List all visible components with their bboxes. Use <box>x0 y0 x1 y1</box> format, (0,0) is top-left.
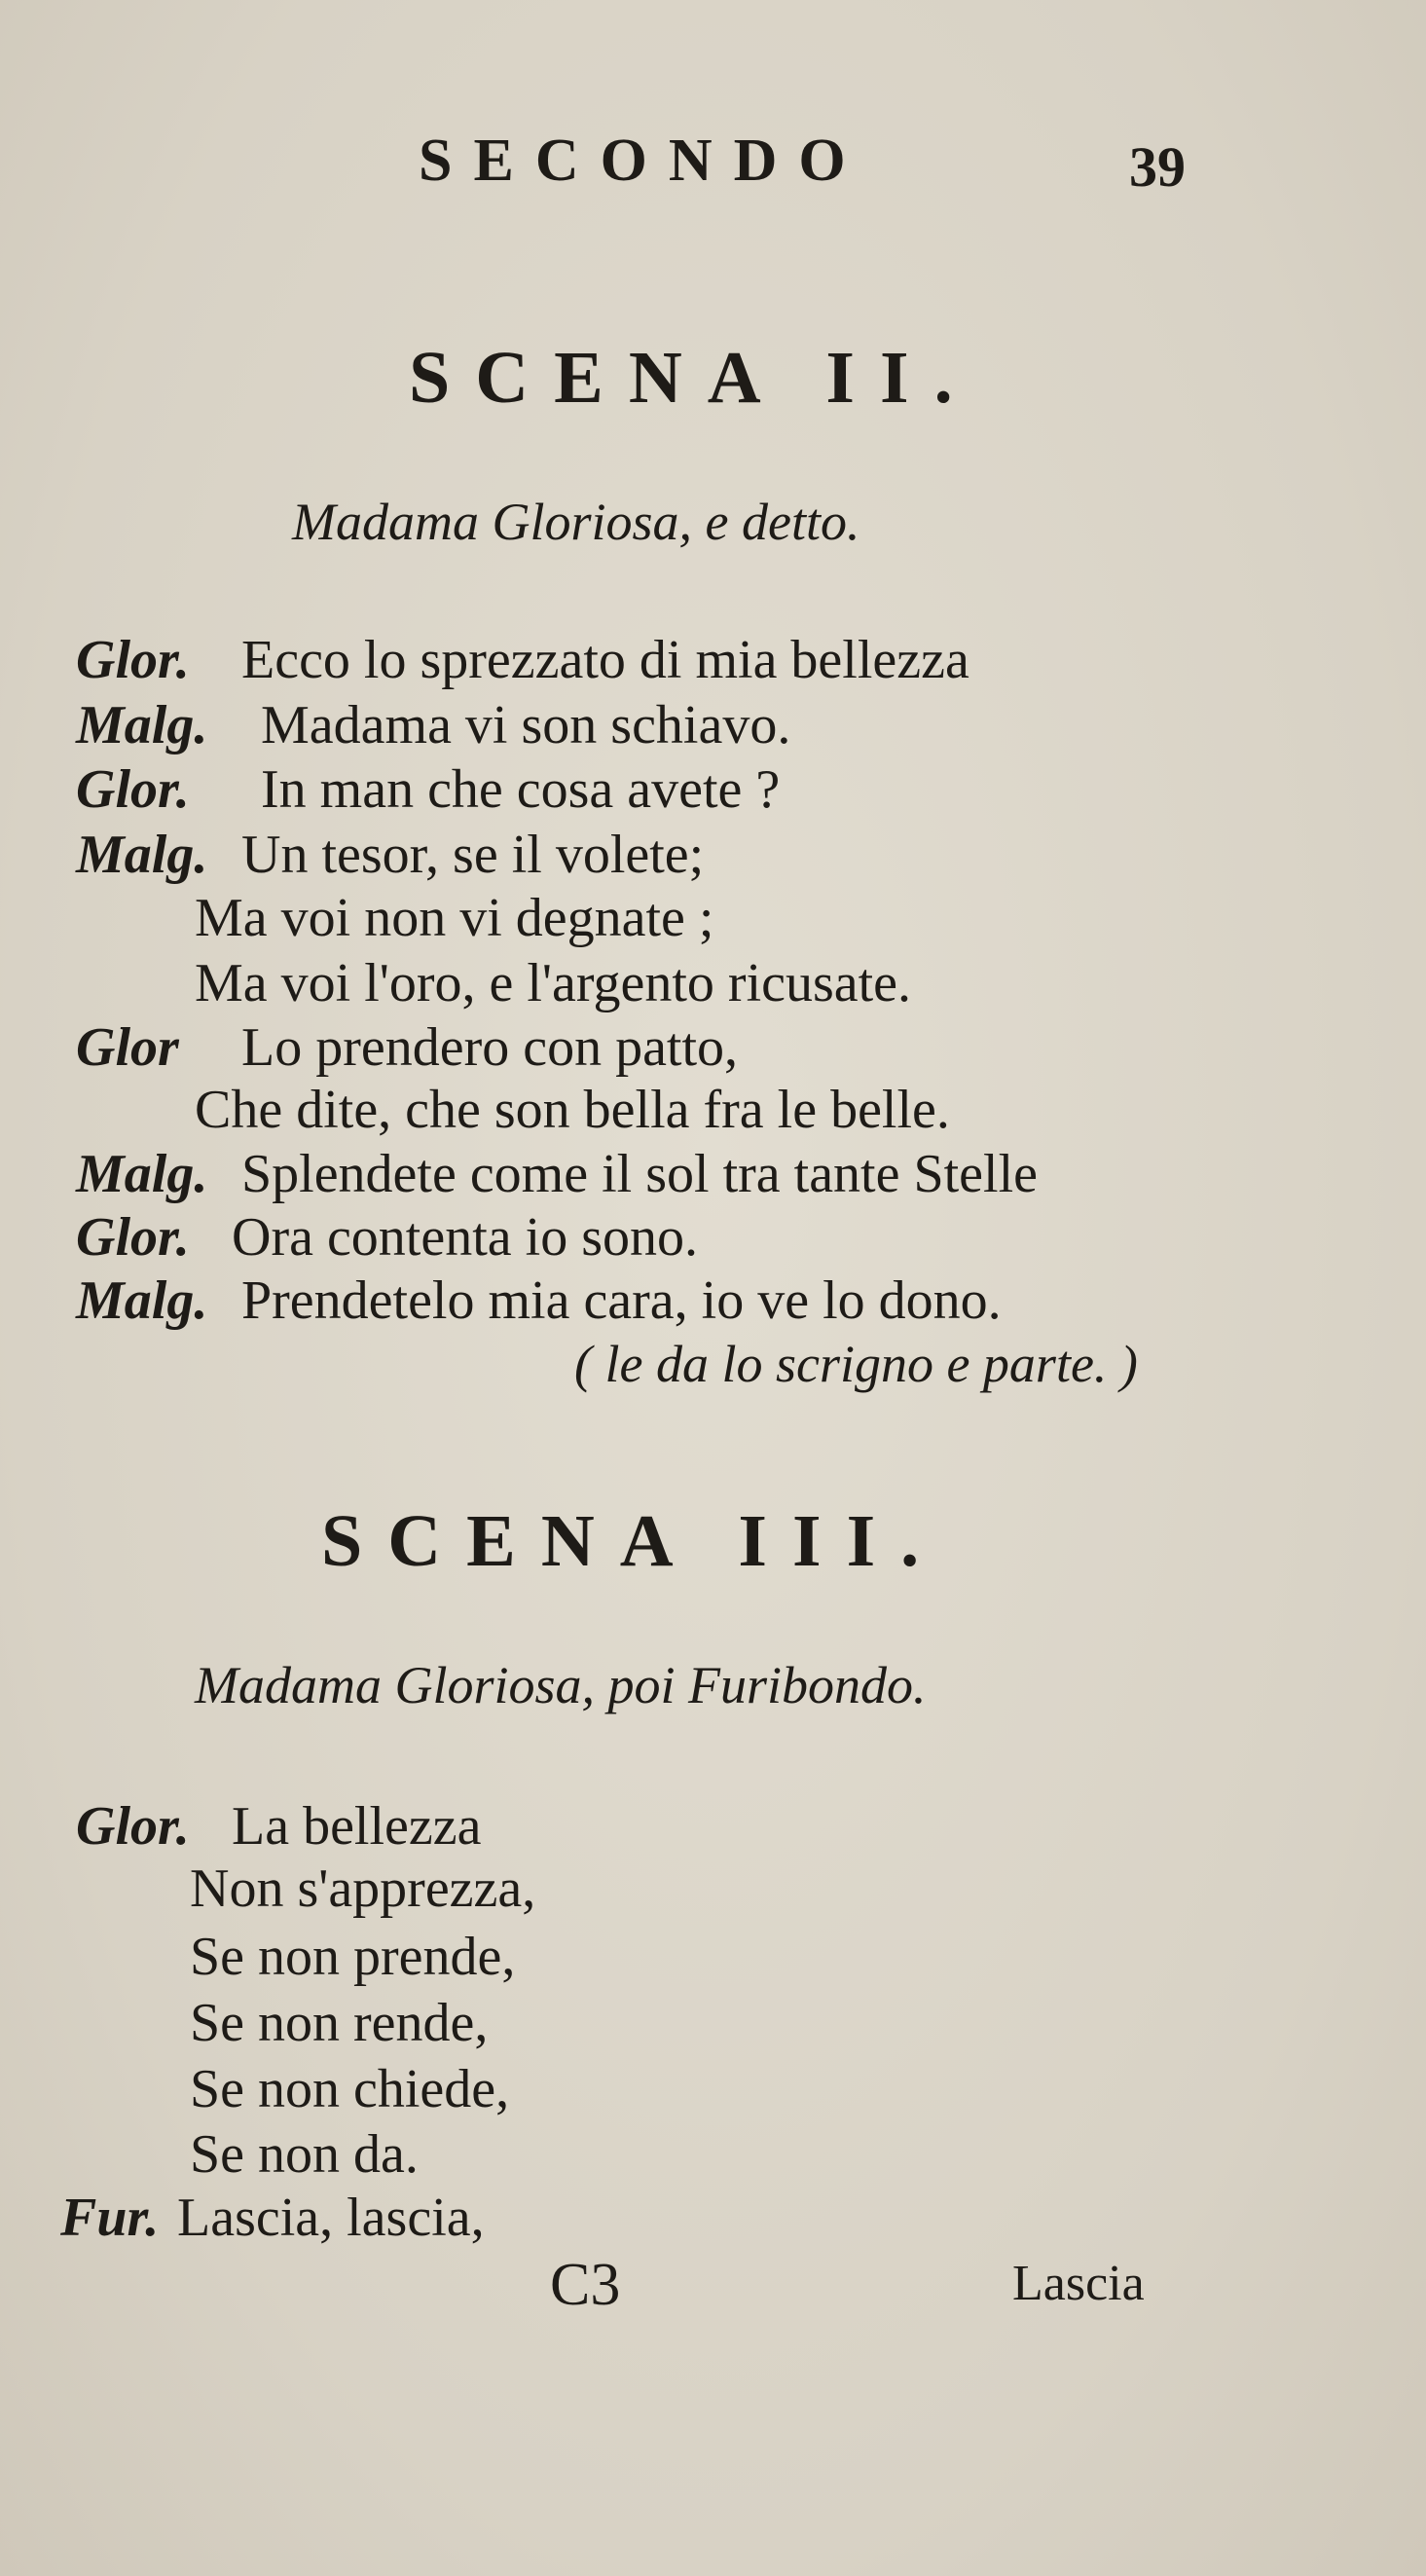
scene-2-characters: Madama Gloriosa, e detto. <box>292 493 860 551</box>
verse-text: Ecco lo sprezzato di mia bellezza <box>241 630 969 690</box>
verse-text: In man che cosa avete ? <box>261 759 781 820</box>
verse-line <box>195 1080 950 1140</box>
speaker-label: Fur. <box>60 2188 160 2248</box>
speaker-label: Malg. <box>76 1144 208 1204</box>
verse-line <box>76 695 791 755</box>
scene-3-characters: Madama Gloriosa, poi Furibondo. <box>195 1656 927 1714</box>
verse-line <box>76 630 969 690</box>
verse-text: Un tesor, se il volete; <box>241 825 705 885</box>
verse-line <box>76 825 705 885</box>
verse-line <box>190 2124 419 2185</box>
verse-text: Ora contenta io sono. <box>232 1207 698 1268</box>
verse-text: Madama vi son schiavo. <box>261 695 791 755</box>
speaker-label: Glor. <box>76 1207 190 1268</box>
verse-line <box>190 1858 536 1919</box>
speaker-label: Malg. <box>76 695 208 755</box>
speaker-label: Malg. <box>76 825 208 885</box>
verse-text: Ma voi non vi degnate ; <box>195 888 714 948</box>
verse-line <box>76 1270 1002 1331</box>
verse-text: Ma voi l'oro, e l'argento ricusate. <box>195 953 912 1013</box>
verse-text: Lascia, lascia, <box>177 2188 485 2248</box>
speaker-label: Malg. <box>76 1270 208 1331</box>
verse-line <box>76 1017 739 1078</box>
verse-text: La bellezza <box>232 1796 482 1857</box>
verse-line <box>76 1207 698 1268</box>
verse-text: Splendete come il sol tra tante Stelle <box>241 1144 1038 1204</box>
verse-line <box>190 2059 510 2119</box>
catchword: Lascia <box>1012 2256 1145 2311</box>
stage-direction: ( le da lo scrigno e parte. ) <box>574 1335 1138 1393</box>
speaker-label: Glor <box>76 1017 179 1078</box>
verse-line <box>195 888 714 948</box>
verse-line <box>190 1993 489 2053</box>
verse-line <box>195 953 912 1013</box>
verse-text: Se non rende, <box>190 1993 489 2053</box>
page-number: 39 <box>1129 135 1186 199</box>
verse-text: Se non chiede, <box>190 2059 510 2119</box>
verse-text: Che dite, che son bella fra le belle. <box>195 1080 950 1140</box>
verse-text: Se non da. <box>190 2124 419 2185</box>
scene-3-title: SCENA III. <box>321 1500 945 1582</box>
verse-text: Se non prende, <box>190 1927 516 1987</box>
speaker-label: Glor. <box>76 630 190 690</box>
page-header <box>0 127 1426 214</box>
speaker-label: Glor. <box>76 1796 190 1857</box>
signature-mark: C3 <box>550 2252 621 2318</box>
running-head: SECONDO <box>419 128 867 194</box>
verse-line <box>60 2188 485 2248</box>
verse-text: Lo prendero con patto, <box>241 1017 739 1078</box>
verse-line <box>76 1796 482 1857</box>
speaker-label: Glor. <box>76 759 190 820</box>
verse-line <box>76 759 781 820</box>
verse-line <box>190 1927 516 1987</box>
scene-2-title: SCENA II. <box>409 337 978 419</box>
verse-text: Prendetelo mia cara, io ve lo dono. <box>241 1270 1002 1331</box>
verse-line <box>76 1144 1038 1204</box>
verse-text: Non s'apprezza, <box>190 1858 536 1919</box>
